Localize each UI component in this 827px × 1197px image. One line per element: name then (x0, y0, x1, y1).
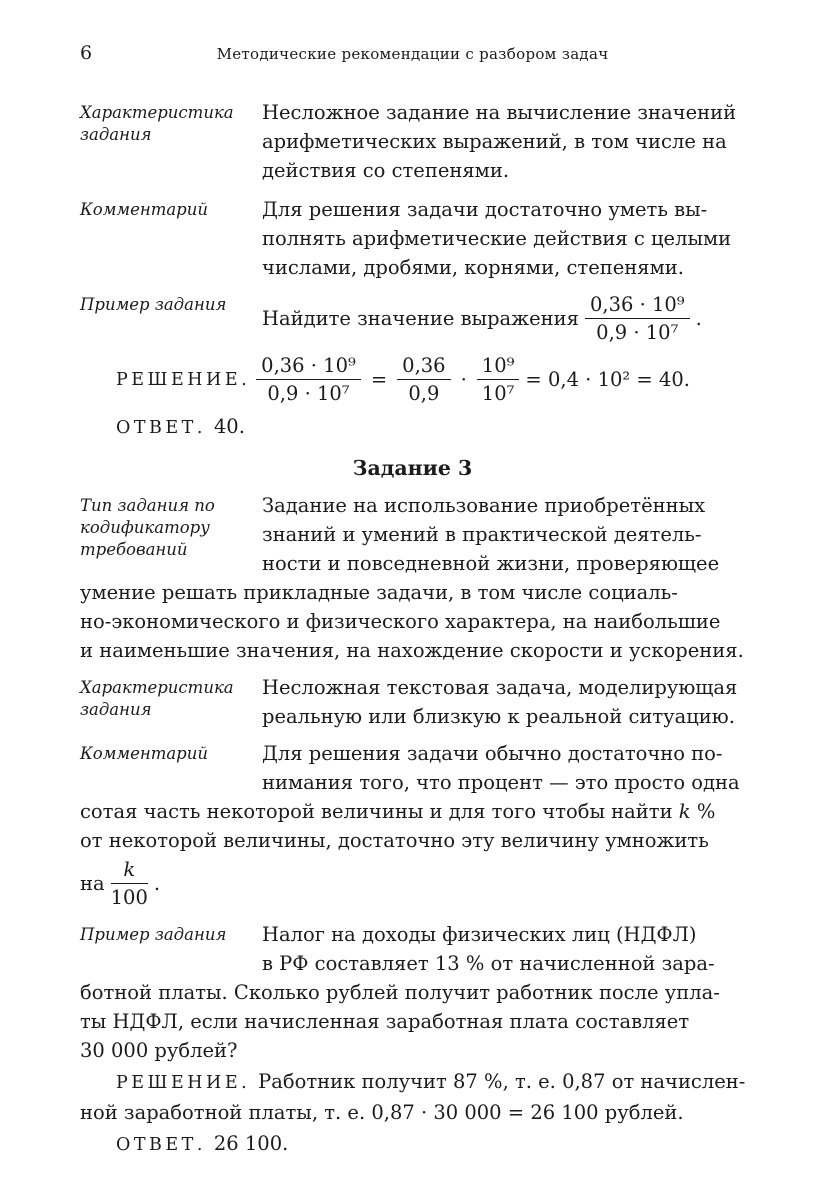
body-line: и наименьшие значения, на нахождение скорости и ускорения. (80, 639, 744, 662)
answer-keyword: ОТВЕТ. (116, 1135, 206, 1155)
fraction-numerator: k (111, 857, 148, 884)
equals-sign: = (370, 368, 388, 391)
body-line: знаний и умений в практической деятель- (262, 523, 702, 546)
body-line: Для решения задачи достаточно уметь вы- (262, 198, 708, 221)
solution-task2 (80, 351, 745, 408)
fraction-denominator: 0,9 · 10⁷ (596, 321, 679, 344)
solution-keyword: РЕШЕНИЕ. (116, 369, 251, 390)
section-label: Пример задания (80, 925, 227, 944)
section-comment-task3 (80, 739, 745, 912)
body-line: ботной платы. Сколько рублей получит работник после упла- (80, 981, 720, 1004)
body-line: действия со степенями. (262, 159, 510, 182)
page-header (80, 42, 745, 66)
section-label: Пример задания (80, 295, 227, 314)
text-before-fraction: на (80, 872, 105, 895)
text-before-variable: сотая часть некоторой величины и для того чтобы найти (80, 800, 679, 823)
body-line: Для решения задачи обычно достаточно по- (262, 742, 723, 765)
section-characteristic-task2 (80, 98, 745, 185)
body-line: в РФ составляет 13 % от начисленной зара- (262, 952, 715, 975)
body-line: арифметических выражений, в том числе на (262, 130, 727, 153)
solution-keyword: РЕШЕНИЕ. (116, 1073, 251, 1093)
comment-fraction-line (80, 855, 745, 912)
fraction-numerator: 0,36 · 10⁹ (585, 292, 690, 319)
body-line: реальную или близкую к реальной ситуацию. (262, 705, 735, 728)
page-number: 6 (80, 42, 93, 64)
section-label: Комментарий (80, 200, 208, 219)
section-label: Характеристика задания (80, 103, 234, 144)
body-line: умение решать прикладные задачи, в том числе социаль- (80, 581, 678, 604)
fraction (256, 353, 361, 406)
section-type-task3 (80, 491, 745, 665)
answer-value: 26 100. (213, 1132, 289, 1155)
solution-text: ной заработной платы, т. е. 0,87 · 30 000 = 26 100 рублей. (80, 1101, 684, 1124)
running-title: Методические рекомендации с разбором задач (216, 45, 609, 63)
body-line (80, 797, 745, 826)
body-line: от некоторой величины, достаточно эту величину умножить (80, 829, 709, 852)
example-text: Найдите значение выражения (262, 307, 579, 330)
body-line: Несложное задание на вычисление значений (262, 101, 737, 124)
answer-value: 40. (213, 415, 245, 438)
section-label: Комментарий (80, 744, 208, 763)
solution-task3 (80, 1067, 745, 1127)
fraction (111, 857, 148, 910)
fraction-numerator: 10⁹ (477, 353, 520, 380)
fraction-numerator: 0,36 (397, 353, 450, 380)
multiplication-dot: · (460, 368, 467, 391)
task-heading: Задание 3 (352, 456, 473, 480)
answer-task3 (80, 1129, 745, 1160)
variable-k: k (678, 800, 691, 823)
answer-keyword: ОТВЕТ. (116, 418, 206, 438)
fraction (477, 353, 520, 406)
section-example-task3 (80, 920, 745, 1065)
solution-formula-line (116, 351, 745, 408)
body-line: числами, дробями, корнями, степенями. (262, 256, 684, 279)
section-comment-task2 (80, 195, 745, 282)
section-characteristic-task3 (80, 673, 745, 731)
text-after-variable: % (690, 800, 716, 823)
answer-task2 (80, 412, 745, 443)
body-line: нимания того, что процент — это просто одна (262, 771, 740, 794)
fraction-denominator: 0,9 (408, 382, 440, 405)
period: . (695, 307, 702, 330)
fraction-denominator: 10⁷ (481, 382, 515, 405)
solution-text: Работник получит 87 %, т. е. 0,87 от начислен- (258, 1070, 746, 1093)
body-line: ности и повседневной жизни, проверяющее (262, 552, 720, 575)
section-label: Характеристика задания (80, 678, 234, 719)
fraction-numerator: 0,36 · 10⁹ (256, 353, 361, 380)
body-line: 30 000 рублей? (80, 1039, 238, 1062)
section-example-task2 (80, 290, 745, 347)
period: . (153, 872, 161, 895)
solution-tail: = 0,4 · 10² = 40. (525, 368, 690, 391)
section-label: Тип задания по кодификатору требований (80, 496, 215, 559)
body-line: Налог на доходы физических лиц (НДФЛ) (262, 923, 697, 946)
body-line: ты НДФЛ, если начисленная заработная плата составляет (80, 1010, 690, 1033)
fraction-denominator: 0,9 · 10⁷ (267, 382, 350, 405)
body-line: Несложная текстовая задача, моделирующая (262, 676, 738, 699)
example-formula-line (262, 290, 745, 347)
body-line: полнять арифметические действия с целыми (262, 227, 732, 250)
fraction (585, 292, 690, 345)
fraction-denominator: 100 (110, 886, 148, 909)
body-line: Задание на использование приобретённых (262, 494, 706, 517)
body-line: но-экономического и физического характера, на наибольшие (80, 610, 721, 633)
fraction (397, 353, 450, 406)
